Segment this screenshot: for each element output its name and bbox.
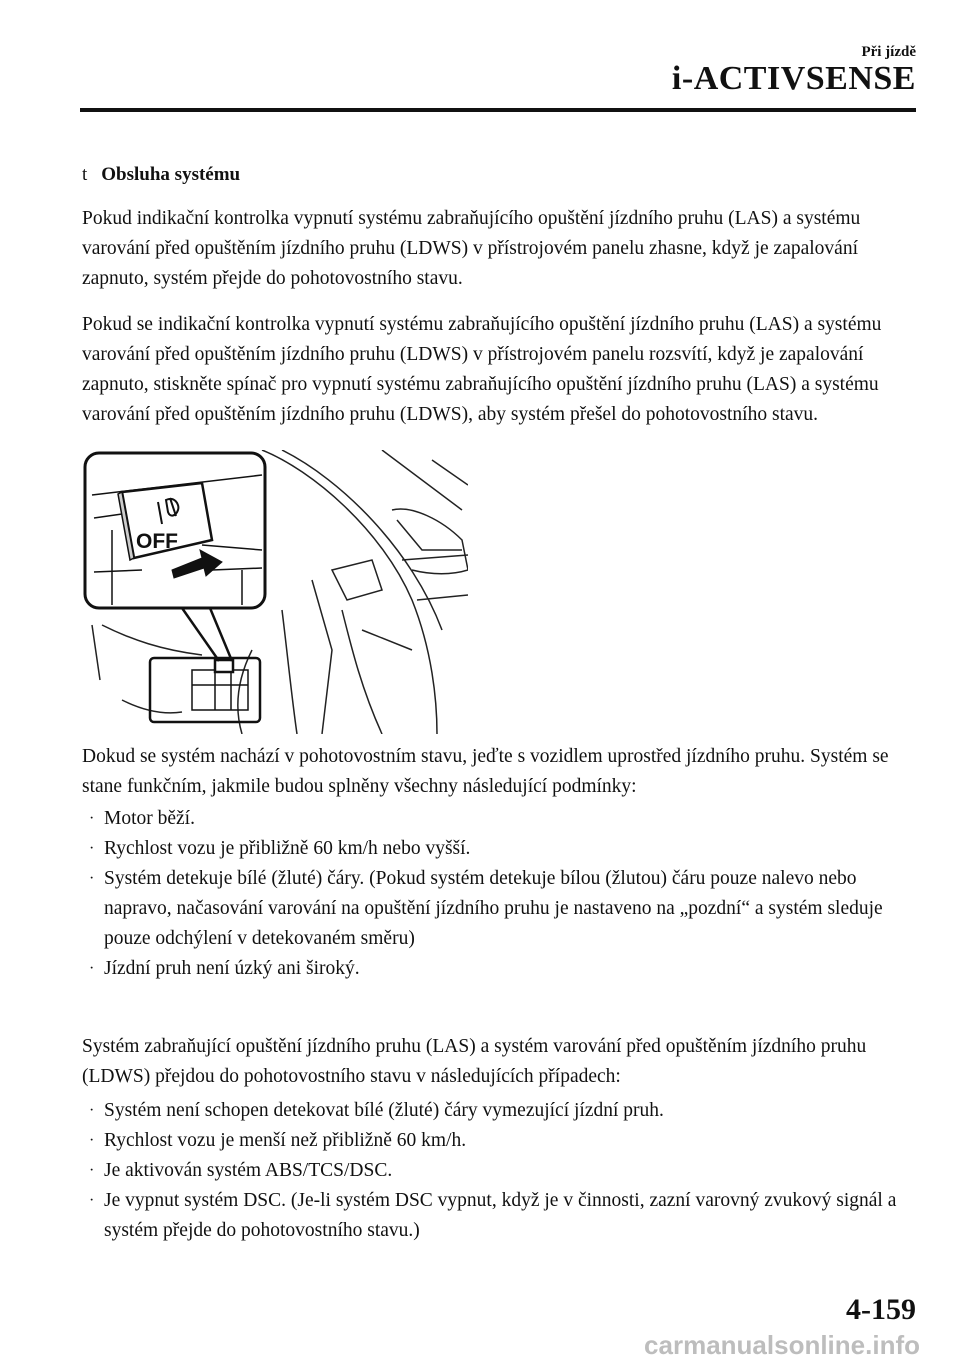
list-item: · Je vypnut systém DSC. (Je-li systém DSC vypnut, když je v činnosti, zazní varovný zvukový signál a systém přejde do pohotovostního stavu.) [82,1186,912,1246]
section-marker: t [82,164,88,185]
list-item: · Motor běží. [82,804,912,834]
running-header-title: i-ACTIVSENSE [671,60,916,97]
running-header-section: Při jízdě [861,44,916,60]
list-item: · Je aktivován systém ABS/TCS/DSC. [82,1156,912,1186]
bullet-glyph: · [89,810,95,827]
operating-conditions-list [82,804,912,984]
steering-switch-illustration [82,450,468,734]
list-item: · Rychlost vozu je menší než přibližně 60 km/h. [82,1126,912,1156]
page-number: 4-159 [846,1293,916,1326]
list-item: · Rychlost vozu je přibližně 60 km/h nebo vyšší. [82,834,912,864]
bullet-glyph: · [89,1162,95,1179]
watermark: carmanualsonline.info [644,1330,920,1360]
header-rule [80,108,916,112]
bullet-glyph: · [89,1192,95,1209]
bullet-glyph: · [89,1102,95,1119]
bullet-glyph: · [89,870,95,887]
paragraph-standby-off: Pokud indikační kontrolka vypnutí systému zabraňujícího opuštění jízdního pruhu (LAS) a systému varování před opuštěním jízdního pruhu (LDWS) v přístrojovém panelu zhasne, když je zapalování zapnuto, systém přejde do pohotovostního stavu. [82,208,861,289]
bullet-glyph: · [89,960,95,977]
bullet-glyph: · [89,840,95,857]
list-item: · Jízdní pruh není úzký ani široký. [82,954,912,984]
paragraph-standby-driving: Dokud se systém nachází v pohotovostním stavu, jeďte s vozidlem uprostřed jízdního pruhu. Systém se stane funkčním, jakmile budou splněny všechny následující podmínky: [82,746,889,797]
section-heading-text: Obsluha systému [101,164,241,185]
list-item: · Systém detekuje bílé (žluté) čáry. (Pokud systém detekuje bílou (žlutou) čáru pouze nalevo nebo napravo, načasování varování na opuštění jízdního pruhu je nastaveno na „pozdní“ a systém sleduje pouze odchýlení v detekovaném směru) [82,864,912,954]
switch-off-label: OFF [136,530,178,553]
list-item: · Systém není schopen detekovat bílé (žluté) čáry vymezující jízdní pruh. [82,1096,912,1126]
paragraph-indicator-on: Pokud se indikační kontrolka vypnutí systému zabraňujícího opuštění jízdního pruhu (LAS) a systému varování před opuštěním jízdního pruhu (LDWS) v přístrojovém panelu rozsvítí, když je zapalování zapnuto, stiskněte spínač pro vypnutí systému zabraňujícího opuštění jízdního pruhu (LAS) a systému varování před opuštěním jízdního pruhu (LDWS), aby systém přešel do pohotovostního stavu. [82,314,882,425]
bullet-glyph: · [89,1132,95,1149]
standby-cases-list [82,1096,912,1246]
paragraph-standby-cases: Systém zabraňující opuštění jízdního pruhu (LAS) a systém varování před opuštěním jízdního pruhu (LDWS) přejdou do pohotovostního stavu v následujících případech: [82,1036,867,1087]
section-heading [82,164,240,186]
